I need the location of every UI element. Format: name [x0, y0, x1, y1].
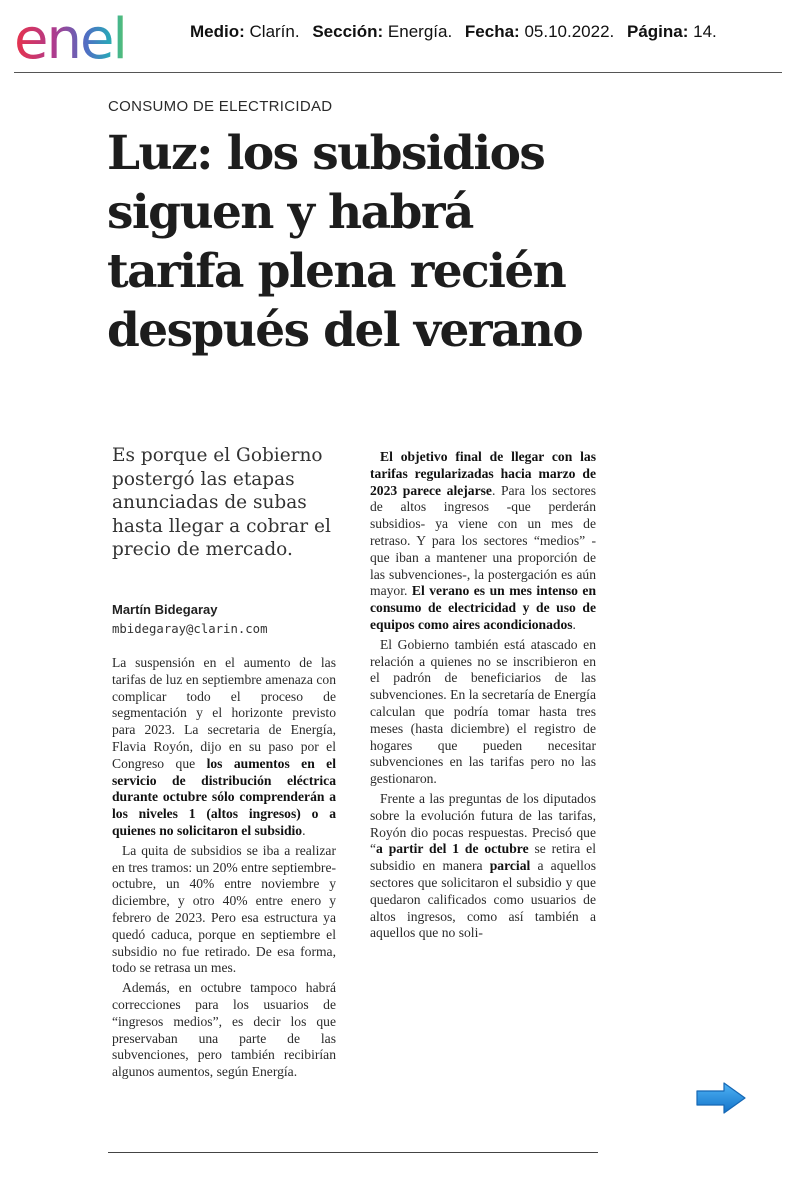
- bold-run: parcial: [489, 858, 531, 874]
- medio-label: Medio:: [190, 22, 245, 41]
- header-metadata: [190, 22, 717, 42]
- seccion-label: Sección:: [312, 22, 384, 41]
- paragraph: [112, 655, 336, 840]
- paragraph: Además, en octubre tampoco habrá correcciones para los usuarios de “ingresos medios”, es decir los que preservaban una parte de las subvenciones, pero también recibirían algunos aumentos, según Energía.: [112, 980, 336, 1080]
- fecha-value: 05.10.2022.: [524, 22, 615, 41]
- header-divider: [14, 72, 782, 73]
- seccion-value: Energía.: [387, 22, 453, 41]
- svg-text:enel: enel: [14, 7, 126, 66]
- article-author: Martín Bidegaray: [112, 602, 218, 617]
- footer-divider: [108, 1152, 598, 1153]
- text-run: Frente a las preguntas de los diputados sobre la evolución futura de las tarifas, Royón dio pocas respuestas. Precisó que “: [370, 790, 596, 857]
- text-run: a aquellos sectores que solicitaron el subsidio y que quedaron calificados como usuarios de altos ingresos, como así también a aquellos que no soli-: [370, 858, 596, 941]
- bold-run: los aumentos en el servicio de distribución eléctrica durante octubre sólo comprenderán a los niveles 1 (altos ingresos) o a quienes no solicitaron el subsidio: [112, 755, 336, 838]
- paragraph: El Gobierno también está atascado en relación a quienes no se inscribieron en el padrón de beneficiarios de las subvenciones. En la secretaría de Energía calculan que podría tomar hasta tres meses (hasta diciembre) el registro de hogares que pueden necesitar subvenciones en las tarifas pero no las gestionaron.: [370, 636, 596, 787]
- bold-run: El objetivo final de llegar con las tarifas regularizadas hacia marzo de 2023 parece alejarse: [370, 449, 596, 498]
- medio-value: Clarín.: [249, 22, 300, 41]
- article-column-1: [112, 655, 336, 1084]
- paragraph: [370, 449, 596, 634]
- enel-logo: [14, 6, 174, 66]
- article-headline: Luz: los subsidios siguen y habrá tarifa plena recién después del verano: [107, 126, 583, 358]
- text-run: se retira el subsidio en manera: [370, 841, 596, 874]
- paragraph: La quita de subsidios se iba a realizar en tres tramos: un 20% entre septiembre-octubre, un 40% entre noviembre y diciembre, y otro 40% entre enero y febrero de 2023. Pero esa estructura ya quedó caduca, porque en septiembre el subsidio no fue retirado. De esa forma, todo se retrasa un mes.: [112, 842, 336, 976]
- pagina-label: Página:: [627, 22, 689, 41]
- text-run: . Para los sectores de altos ingresos -que perderán subsidios- ya viene con un mes de retraso. Y para los sectores “medios” -que iban a mantener una proporción de las subvenciones-, la postergación es aún mayor.: [370, 482, 596, 599]
- arrow-right-icon[interactable]: [694, 1080, 748, 1116]
- author-email: mbidegaray@clarin.com: [112, 622, 268, 636]
- fecha-label: Fecha:: [464, 22, 520, 41]
- article-column-2: [370, 449, 596, 945]
- article-kicker: CONSUMO DE ELECTRICIDAD: [108, 98, 333, 115]
- bold-run: a partir del 1 de octubre: [376, 841, 529, 857]
- pagina-value: 14.: [693, 22, 717, 41]
- text-run: .: [302, 822, 306, 838]
- article-dek: Es porque el Gobierno postergó las etapas anunciadas de subas hasta llegar a cobrar el precio de mercado.: [112, 445, 331, 560]
- text-run: .: [572, 616, 576, 632]
- text-run: La suspensión en el aumento de las tarifas de luz en septiembre amenaza con complicar todo el proceso de segmentación y el horizonte previsto para 2023. La secretaria de Energía, Flavia Royón, dijo en su paso por el Congreso que: [112, 655, 336, 771]
- bold-run: El verano es un mes intenso en consumo de electricidad y de uso de equipos como aires acondicionados: [370, 583, 597, 632]
- paragraph: [370, 791, 596, 942]
